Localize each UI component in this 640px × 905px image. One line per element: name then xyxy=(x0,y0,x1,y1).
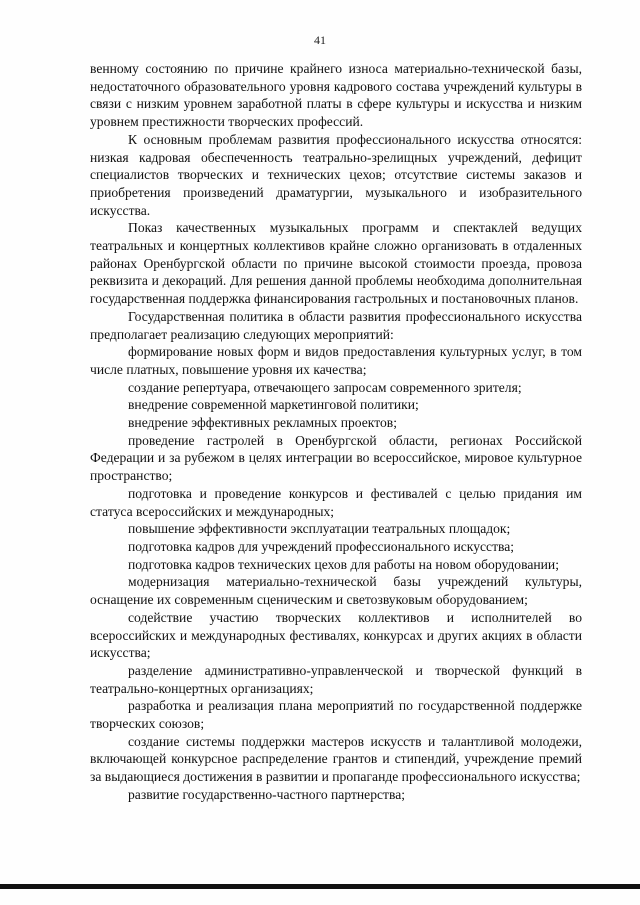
paragraph: подготовка и проведение конкурсов и фестивалей с целью придания им статуса всероссийских и международных; xyxy=(90,485,582,519)
paragraph: создание системы поддержки мастеров искусств и талантливой молодежи, включающей конкурсное распределение грантов и стипендий, учреждение премий за выдающиеся достижения в развитии и пропаганде профессионального искусства; xyxy=(90,733,582,785)
paragraph: внедрение современной маркетинговой политики; xyxy=(128,397,419,413)
paragraph: формирование новых форм и видов предоставления культурных услуг, в том числе платных, повышение уровня их качества; xyxy=(90,344,582,377)
page-number: 41 xyxy=(314,33,326,47)
paragraph: Показ качественных музыкальных программ и спектаклей ведущих театральных и концертных коллективов крайне сложно организовать в отдаленных районах Оренбургской области по причине высокой стоимости проезда, провоза реквизита и декораций. Для решения данной проблемы необходима дополнительная государственная поддержка финансирования гастрольных и постановочных планов. xyxy=(90,220,582,307)
paragraph: подготовка кадров для учреждений профессионального искусства; xyxy=(128,538,515,554)
paragraph: повышение эффективности эксплуатации театральных площадок; xyxy=(128,521,511,537)
paragraph: создание репертуара, отвечающего запросам современного зрителя; xyxy=(128,379,522,395)
paragraph: К основным проблемам развития профессионального искусства относятся: низкая кадровая обеспеченность театрально-зрелищных учреждений, дефицит специалистов творческих и технических цехов; отсутствие системы заказов и приобретения произведений драматургии, музыкального и изобразительного искусства. xyxy=(90,131,582,218)
paragraph: венному состоянию по причине крайнего износа материально-технической базы, недостаточного образовательного уровня кадрового состава учреждений культуры в связи с низким уровнем заработной платы в сфере культуры и искусства и низким уровнем престижности творческих профессий. xyxy=(90,61,582,130)
paragraph: разработка и реализация плана мероприятий по государственной поддержке творческих союзов; xyxy=(90,698,582,732)
paragraph: проведение гастролей в Оренбургской области, регионах Российской Федерации и за рубежом в целях интеграции во всероссийское, мировое культурное пространство; xyxy=(90,432,582,484)
scan-border-line xyxy=(0,884,640,889)
paragraph: содействие участию творческих коллективов и исполнителей во всероссийских и международных фестивалях, конкурсах и других акциях в области искусства; xyxy=(90,609,582,661)
paragraph: Государственная политика в области развития профессионального искусства предполагает реализацию следующих мероприятий: xyxy=(90,308,582,342)
document-body xyxy=(90,60,582,804)
paragraph: внедрение эффективных рекламных проектов; xyxy=(128,415,397,431)
paragraph: модернизация материально-технической базы учреждений культуры, оснащение их современным сценическим и светозвуковым оборудованием; xyxy=(90,574,582,608)
paragraph: разделение административно-управленческой и творческой функций в театрально-концертных организациях; xyxy=(90,662,582,696)
paragraph: подготовка кадров технических цехов для работы на новом оборудовании; xyxy=(128,556,559,572)
paragraph: развитие государственно-частного партнерства; xyxy=(128,786,406,802)
